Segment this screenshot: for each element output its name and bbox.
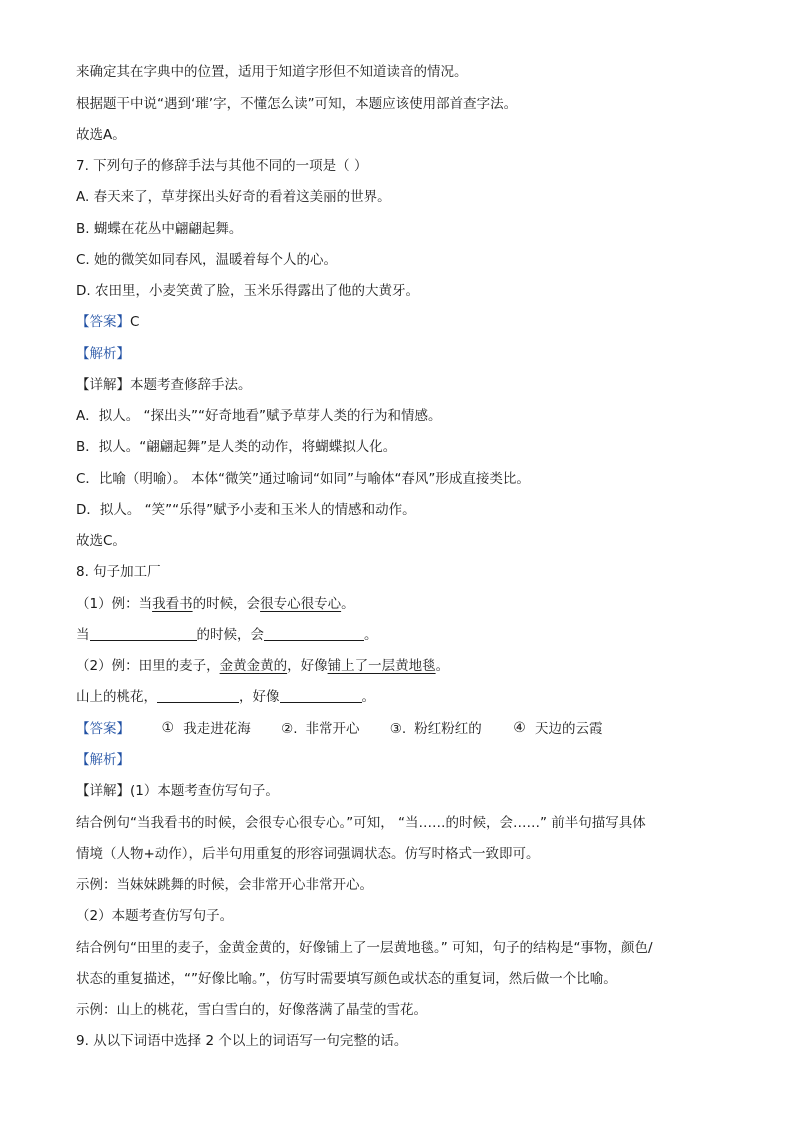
answer-item	[160, 720, 251, 738]
answer-item	[512, 720, 603, 738]
option-a: A. 春天来了，草芽探出头好奇的看着这美丽的世界。	[76, 189, 391, 205]
example-underlined: 我看书	[152, 596, 193, 612]
answer-text: 我走进花海	[183, 721, 251, 737]
example-text: 。	[341, 596, 355, 612]
q8-analysis	[76, 751, 130, 769]
example-text: 当	[138, 596, 153, 612]
q8-fill-1	[76, 626, 378, 644]
example-underlined: 金黄金黄的	[219, 658, 288, 674]
q7-analysis	[76, 345, 130, 363]
fill-blank[interactable]	[157, 688, 239, 703]
answer-tag: 【答案】	[76, 721, 130, 737]
answer-number: ①	[161, 720, 175, 736]
q8-body-line: （2）本题考查仿写句子。	[76, 908, 234, 924]
detail-text: 本题考查修辞手法。	[130, 377, 252, 393]
fill-blank[interactable]	[280, 688, 362, 703]
q7-answer	[76, 313, 139, 331]
q8-fill-2	[76, 688, 375, 706]
question-7-title: 7. 下列句子的修辞手法与其他不同的一项是（ ）	[76, 158, 368, 174]
answer-number: ④	[513, 720, 526, 736]
text-line: 来确定其在字典中的位置，适用于知道字形但不知道读音的情况。	[76, 64, 468, 80]
q8-body-line: 情境（人物+动作），后半句用重复的形容词强调状态。仿写时格式一致即可。	[76, 846, 540, 862]
option-d: D. 农田里，小麦笑黄了脸，玉米乐得露出了他的大黄牙。	[76, 283, 419, 299]
answer-tag: 【答案】	[76, 314, 130, 330]
example-text: （2）例：田里的麦子，	[76, 658, 220, 674]
q7-explanation-c: C．比喻（明喻）。 本体“微笑”通过喻词“如同”与喻体“春风”形成直接类比。	[76, 471, 530, 487]
answer-text: 天边的云霞	[535, 721, 603, 737]
detail-text: (1）本题考查仿写句子。	[130, 783, 279, 799]
q8-body-line: 示例：山上的桃花，雪白雪白的，好像落满了晶莹的雪花。	[76, 1002, 427, 1018]
answer-text: 粉红粉红的	[414, 721, 482, 737]
detail-tag: 【详解】	[76, 377, 130, 393]
answer-text: 非常开心	[305, 721, 360, 737]
example-text: ，好像	[287, 658, 328, 674]
analysis-tag: 【解析】	[76, 752, 130, 768]
example-text: 的时候，会	[192, 596, 261, 612]
fill-text: 当	[76, 627, 90, 643]
q8-detail	[76, 782, 279, 800]
fill-text: 。	[364, 627, 378, 643]
q7-conclusion: 故选C。	[76, 533, 126, 549]
text-line: 根据题干中说“遇到‘璀’字，不懂怎么读”可知，本题应该使用部首查字法。	[76, 96, 518, 112]
q8-example-1	[76, 595, 355, 613]
example-underlined: 铺上了一层黄地毯	[327, 658, 436, 674]
question-8-title: 8. 句子加工厂	[76, 564, 161, 580]
example-underlined: 很专心很专心	[260, 596, 342, 612]
q8-body-line: 结合例句“当我看书的时候，会很专心很专心。”可知， “当……的时候，会……” 前半句描写具体	[76, 815, 646, 831]
analysis-tag: 【解析】	[76, 346, 130, 362]
fill-text: 的时候，会	[196, 627, 264, 643]
q8-answer	[76, 720, 603, 738]
fill-blank[interactable]	[90, 626, 197, 641]
option-b: B. 蝴蝶在花丛中翩翩起舞。	[76, 221, 243, 237]
answer-item	[281, 720, 359, 738]
q8-body-line: 示例：当妹妹跳舞的时候，会非常开心非常开心。	[76, 877, 373, 893]
q8-example-2	[76, 657, 449, 675]
fill-text: ，好像	[239, 689, 280, 705]
answer-number: ②.	[281, 721, 298, 737]
option-c: C. 她的微笑如同春风，温暖着每个人的心。	[76, 252, 338, 268]
q7-detail	[76, 376, 252, 394]
detail-tag: 【详解】	[76, 783, 130, 799]
fill-text: 。	[361, 689, 375, 705]
answer-item	[390, 720, 482, 738]
q7-explanation-b: B．拟人。“翩翩起舞”是人类的动作，将蝴蝶拟人化。	[76, 439, 397, 455]
fill-text: 山上的桃花，	[76, 689, 157, 705]
q8-body-line: 状态的重复描述，“”好像比喻。”，仿写时需要填写颜色或状态的重复词，然后做一个比喻。	[76, 971, 617, 987]
fill-blank[interactable]	[264, 626, 364, 641]
q8-body-line: 结合例句“田里的麦子，金黄金黄的，好像铺上了一层黄地毯。” 可知，句子的结构是“事物，颜色/	[76, 940, 653, 956]
answer-value: C	[130, 314, 140, 330]
example-prefix: （1）例：	[76, 596, 139, 612]
text-line: 故选A。	[76, 127, 126, 143]
q7-explanation-d: D．拟人。 “笑”“乐得”赋予小麦和玉米人的情感和动作。	[76, 502, 416, 518]
question-9-title: 9. 从以下词语中选择 2 个以上的词语写一句完整的话。	[76, 1033, 408, 1049]
q7-explanation-a: A．拟人。 “探出头”“好奇地看”赋予草芽人类的行为和情感。	[76, 408, 442, 424]
example-text: 。	[435, 658, 450, 674]
answer-number: ③.	[389, 721, 407, 737]
